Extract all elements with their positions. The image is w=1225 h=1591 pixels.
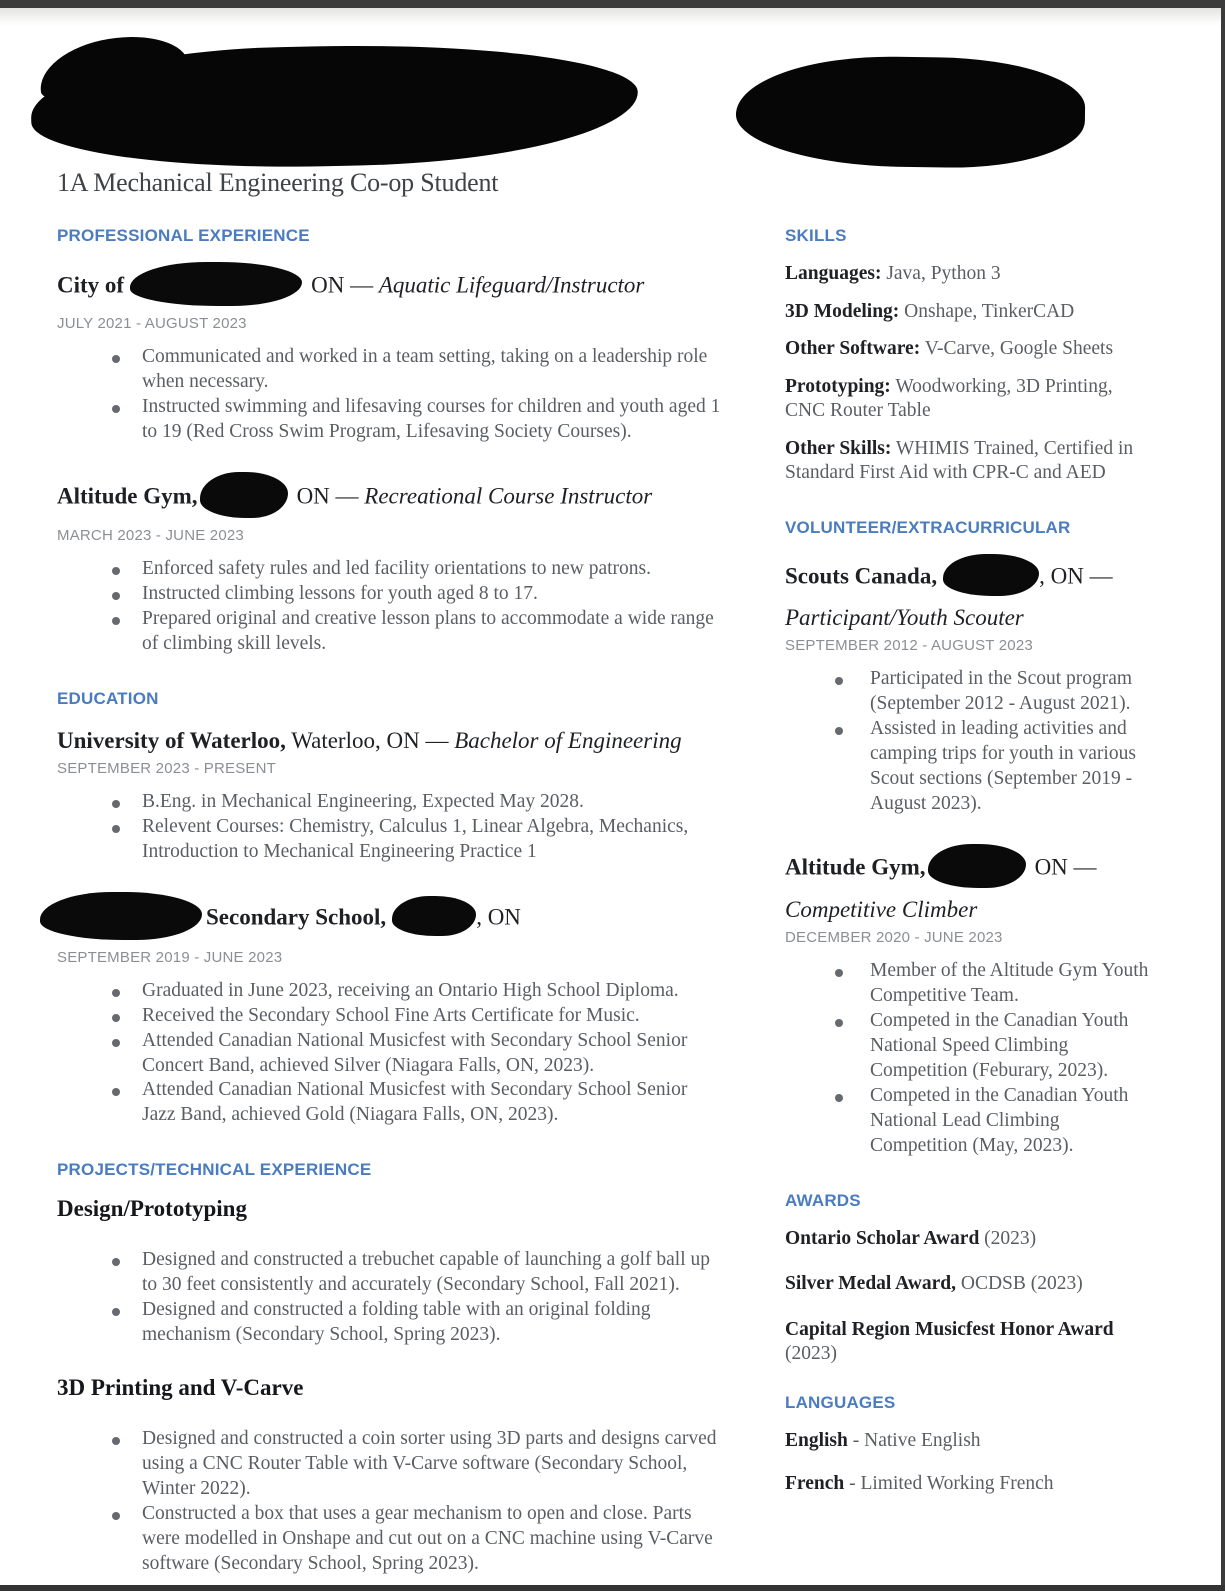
skill-label: Prototyping: [785,375,891,397]
separator: — [425,727,449,753]
bullet-item: Prepared original and creative lesson plans to accommodate a wide range of climbing skill levels. [57,607,725,657]
bullet-item: Graduated in June 2023, receiving an Ontario High School Diploma. [57,979,725,1004]
skill-label: Other Software: [785,338,921,360]
bullet-list [57,1427,725,1577]
bullet-item: Relevent Courses: Chemistry, Calculus 1, Linear Algebra, Mechanics, Introduction to Mechanical Engineering Practice 1 [57,815,725,865]
redacted-location-blob [200,472,288,518]
date-range: JULY 2021 - AUGUST 2023 [57,315,247,332]
left-column [57,226,725,1591]
date-range: DECEMBER 2020 - JUNE 2023 [785,929,1003,947]
bullet-list [57,790,725,865]
date-range: SEPTEMBER 2019 - JUNE 2023 [57,948,283,966]
org-location: ON [1034,854,1068,880]
right-column [785,226,1153,1516]
bullet-item: Enforced safety rules and led facility orientations to new patrons. [57,557,725,582]
project-group [57,1196,725,1348]
separator: — [1073,854,1097,880]
bullet-item: B.Eng. in Mechanical Engineering, Expected May 2028. [57,790,725,815]
bullet-item: Competed in the Canadian Youth National Speed Climbing Competition (Feburary, 2023). [785,1009,1153,1084]
org-location: Waterloo, ON [291,727,420,753]
skill-value: Woodworking, 3D Printing, CNC Router Table [785,375,1113,422]
school-heading [57,725,725,757]
award-name: Silver Medal Award, [785,1273,956,1295]
page-top-shadow [0,8,1225,28]
skill-item [785,300,1153,325]
skill-value: Onshape, TinkerCAD [904,300,1075,322]
award-detail: (2023) [984,1227,1037,1249]
school-entry [57,725,725,865]
skill-item [785,375,1153,424]
bullet-item: Competed in the Canadian Youth National Lead Climbing Competition (May, 2023). [785,1084,1153,1159]
org-name: City of [57,272,125,298]
job-heading [57,262,725,312]
language-name: English [785,1429,848,1451]
date-range: MARCH 2023 - JUNE 2023 [57,526,244,544]
page-title: 1A Mechanical Engineering Co-op Student [57,168,499,197]
org-location: ON [296,483,330,509]
bullet-item: Constructed a box that uses a gear mechanism to open and close. Parts were modelled in Onshape and cut out on a CNC machine using V-Carve software (Secondary School, Spring 2023). [57,1502,725,1577]
bullet-item: Instructed swimming and lifesaving courses for children and youth aged 1 to 19 (Red Cross Swim Program, Lifesaving Society Courses). [57,395,725,445]
project-title: Design/Prototyping [57,1196,247,1222]
volunteer-entry [785,554,1153,817]
redacted-name-blob [30,40,639,173]
bullet-item: Assisted in leading activities and camping trips for youth in various Scout sections (September 2019 - August 2023). [785,717,1153,817]
bullet-item: Designed and constructed a folding table with an original folding mechanism (Secondary School, Spring 2023). [57,1298,725,1348]
language-item [785,1472,1153,1497]
redacted-location-blob [928,844,1026,888]
section-heading-professional-experience: PROFESSIONAL EXPERIENCE [57,226,310,245]
bullet-item: Attended Canadian National Musicfest with Secondary School Senior Jazz Band, achieved Gold (Niagara Falls, ON, 2023). [57,1078,725,1128]
org-name: Altitude Gym, [57,483,198,509]
award-item [785,1318,1153,1367]
redacted-contact-blob [735,55,1086,170]
redacted-location-blob [392,896,476,936]
bullet-list [785,959,1153,1159]
language-name: French [785,1473,845,1495]
skill-value: V-Carve, Google Sheets [924,338,1114,360]
bullet-item: Participated in the Scout program (September 2012 - August 2021). [785,667,1153,717]
bullet-item: Received the Secondary School Fine Arts Certificate for Music. [57,1004,725,1029]
section-heading-volunteer: VOLUNTEER/EXTRACURRICULAR [785,517,1071,537]
org-name: Secondary School, [206,903,387,929]
bullet-item: Member of the Altitude Gym Youth Competitive Team. [785,959,1153,1009]
org-name: Scouts Canada, [785,563,938,589]
date-range: SEPTEMBER 2023 - PRESENT [57,759,277,777]
skill-item [785,337,1153,362]
section-heading-skills: SKILLS [785,226,847,245]
org-location: , ON [1039,563,1084,589]
language-level: - Limited Working French [849,1473,1054,1495]
redacted-school-name-blob [40,892,202,940]
bullet-list [785,667,1153,817]
volunteer-heading [785,554,1153,634]
degree-title: Bachelor of Engineering [454,727,682,753]
award-detail: (2023) [785,1343,837,1365]
bullet-item: Instructed climbing lessons for youth aged 8 to 17. [57,582,725,607]
bullet-list [57,1248,725,1348]
bullet-list [57,345,725,445]
award-detail: OCDSB (2023) [960,1273,1083,1295]
role-title: Aquatic Lifeguard/Instructor [378,272,645,298]
bullet-item: Communicated and worked in a team setting, taking on a leadership role when necessary. [57,345,725,395]
job-heading [57,472,725,524]
volunteer-entry [785,844,1153,1159]
project-group [57,1375,725,1577]
skill-label: Other Skills: [785,437,892,459]
section-heading-awards: AWARDS [785,1190,861,1210]
viewer-right-edge [1221,8,1225,1591]
skill-item [785,437,1153,486]
skill-label: 3D Modeling: [785,300,900,322]
volunteer-heading [785,844,1153,926]
bullet-list [57,557,725,657]
date-range: SEPTEMBER 2012 - AUGUST 2023 [785,637,1033,655]
org-location: , ON [476,903,521,929]
project-title: 3D Printing and V-Carve [57,1375,304,1401]
role-title: Participant/Youth Scouter [785,604,1024,630]
viewer-top-edge [0,0,1225,8]
section-heading-education: EDUCATION [57,688,159,708]
role-title: Competitive Climber [785,896,978,922]
job-entry [57,262,725,445]
skill-label: Languages: [785,263,882,284]
redacted-location-blob [130,262,302,306]
section-heading-languages: LANGUAGES [785,1392,896,1412]
job-entry [57,472,725,657]
org-name: Altitude Gym, [785,854,926,880]
award-name: Ontario Scholar Award [785,1227,980,1249]
award-item [785,1272,1153,1297]
bullet-list [57,979,725,1129]
bullet-item: Designed and constructed a trebuchet capable of launching a golf ball up to 30 feet consistently and accurately (Secondary School, Fall 2021). [57,1248,725,1298]
org-location: ON [311,272,345,298]
school-heading [57,892,725,946]
separator: — [1089,563,1113,589]
redacted-location-blob [943,554,1039,596]
skill-value: Java, Python 3 [886,263,1001,284]
separator: — [350,272,374,298]
skill-value: WHIMIS Trained, Certified in Standard First Aid with CPR-C and AED [785,437,1134,484]
award-item [785,1227,1153,1252]
award-name: Capital Region Musicfest Honor Award [785,1318,1114,1340]
section-heading-projects: PROJECTS/TECHNICAL EXPERIENCE [57,1160,372,1180]
bullet-item: Designed and constructed a coin sorter using 3D parts and designs carved using a CNC Router Table with V-Carve software (Secondary School, Winter 2022). [57,1427,725,1502]
bullet-item: Attended Canadian National Musicfest with Secondary School Senior Concert Band, achieved Silver (Niagara Falls, ON, 2023). [57,1029,725,1079]
separator: — [335,483,359,509]
language-item [785,1429,1153,1454]
role-title: Recreational Course Instructor [364,483,653,509]
language-level: - Native English [852,1429,981,1451]
school-entry [57,892,725,1129]
org-name: University of Waterloo, [57,727,286,753]
skill-item [785,262,1153,287]
